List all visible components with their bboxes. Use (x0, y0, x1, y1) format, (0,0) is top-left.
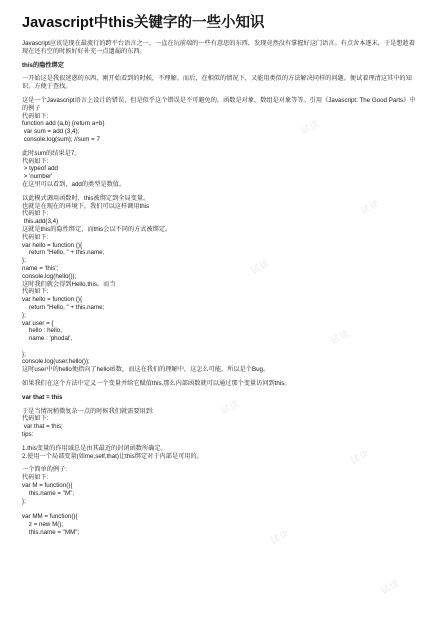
paragraph-10: 于是当情况稍微复杂一点的时候我们就需要用到: (22, 407, 154, 415)
page-title: Javascript中this关键字的一些小知识 (22, 15, 265, 31)
paragraph-12: 1.this变量的作用域总是由其最近的封闭函数所确定。 2.使用一个局部变量(如me,self,that)让this绑定对于内部是可用的。 (22, 444, 203, 460)
watermark-text: 试读 (299, 117, 322, 137)
document-page (22, 14, 418, 537)
code-label: 代码如下: (22, 415, 49, 423)
code-block-5: var hello = function (){ return "Hello, " + this.name; }; var user = { hello : hello, name : 'phodal', }; console.log(user.hello()); (22, 296, 105, 366)
watermark-text: 试读 (379, 577, 402, 597)
code-label: 代码如下: (22, 210, 49, 218)
code-label: 代码如下: (22, 233, 49, 241)
code-block-3: this.add(3,4) (22, 218, 59, 226)
code-label: 代码如下: (22, 288, 49, 296)
paragraph-2: 这是一个Javascript语言上设计的错误，但是似乎这个错误是不可避免的，函数是对象，数组是对象等等。引用《Javascript: The Good Parts》中的例子 (22, 96, 416, 112)
watermark-text: 试读 (219, 397, 242, 417)
paragraph-11: tips: (22, 431, 34, 439)
paragraph-7: 这时我们就会得到Hello,this。而当 (22, 280, 116, 288)
paragraph-6: 这就是this的隐性绑定，而this会以不同的方式被绑定。 (22, 225, 172, 233)
section-heading-implicit-binding: this的隐性绑定 (22, 61, 64, 69)
paragraph-5: 以此模式调用函数时，this被绑定到全局变量。 也就是在现在的环境下，我们可以这样调用this (22, 194, 150, 210)
paragraph-13: 一个简单的例子: (22, 466, 68, 474)
paragraph-9: 如果我们在这个方法中定义一个变量并给它赋值this,那么内部函数就可以通过那个变量访问到this。 (22, 380, 291, 388)
code-block-2: > typeof add > 'number' (23, 165, 58, 181)
watermark-text: 试读 (359, 197, 382, 217)
intro-paragraph: Javascript应该是现在最流行的跨平台语言之一，一直在玩前端的一些有意思的东西，发现竟然没有掌握好这门语言。有点舍本逐末，于是想趁着现在还有空的时候好好补充一点遗漏的东西。 (22, 40, 415, 55)
watermark-text: 试读 (349, 447, 372, 467)
code-block-4: var hello = function (){ return "Hello, " + this.name; }; name = 'this'; console.log(hello()); (22, 241, 105, 280)
code-block-6: var that = this; (22, 423, 63, 431)
paragraph-8: 这时user中的hello便指向了hello函数，而这在我们的理解中，这怎么可能，所以是个Bug。 (22, 366, 270, 374)
code-block-1: function add (a,b) {return a+b} var sum = add (3,4); console.log(sum); //sum = 7 (22, 120, 105, 143)
code-label: 代码如下: (22, 112, 49, 120)
code-label: 代码如下: (22, 474, 49, 482)
watermark-text: 试读 (269, 527, 292, 547)
code-label: 代码如下: (22, 157, 49, 165)
paragraph-3: 此时sum的结果是7。 (22, 149, 81, 157)
paragraph-4: 在这里可以看到，add的类型是数值。 (22, 180, 126, 188)
section-heading-var-that: var that = this (22, 393, 63, 401)
watermark-text: 试读 (329, 327, 352, 347)
code-block-7: var M = function(){ this.name = "M"; }; var MM = function(){ z = new M(); this.name = "MM"; (22, 482, 80, 536)
watermark-text: 试读 (249, 257, 272, 277)
paragraph-1: 一开始这是我很迷惑的东西，刚开始看到的时候，不理解。而后，在相似的情况下，又能用类似的方法解决同样的问题。便试着理清这其中的知识，方便于查找。 (22, 75, 412, 91)
